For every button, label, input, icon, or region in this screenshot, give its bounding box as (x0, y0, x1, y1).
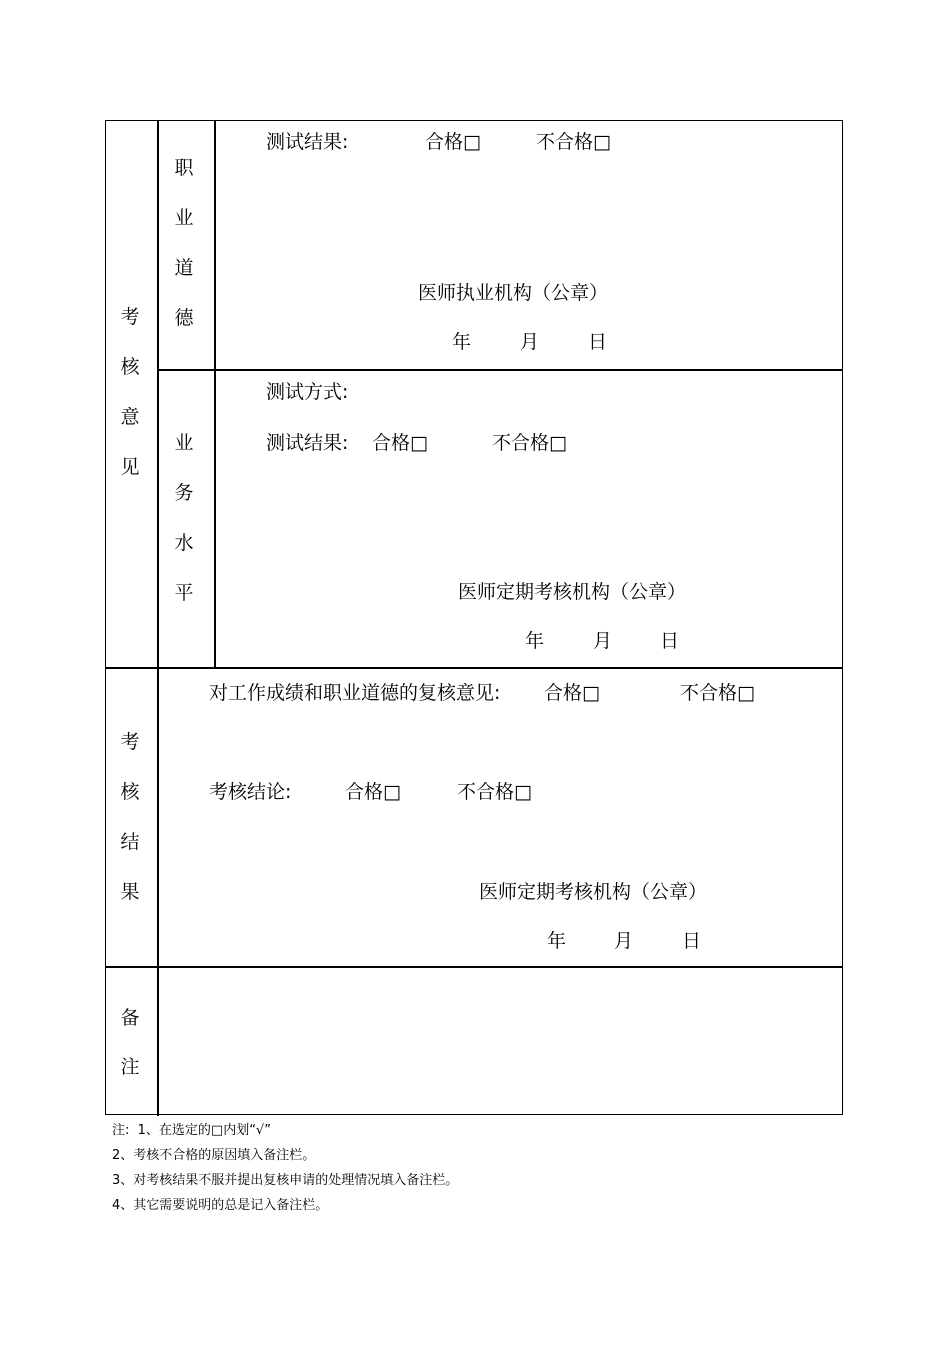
conclusion-pass-checkbox[interactable]: 合格□ (345, 781, 401, 803)
skill-date-month: 月 (593, 630, 613, 652)
label-char: 职 (174, 157, 194, 179)
result-date-day: 日 (682, 930, 702, 952)
skill-stamp-label: 医师定期考核机构（公章） (458, 581, 687, 603)
label-char: 道 (174, 257, 194, 279)
label-char: 德 (174, 307, 194, 329)
label-char: 见 (120, 456, 140, 478)
label-char: 结 (120, 831, 140, 853)
ethics-date-day: 日 (588, 331, 608, 353)
skill-method-label: 测试方式: (266, 381, 349, 403)
assessment-form (105, 120, 843, 1115)
label-char: 平 (174, 582, 194, 604)
result-date-year: 年 (547, 930, 567, 952)
divider (214, 121, 216, 667)
skill-date-day: 日 (660, 630, 680, 652)
review-pass-checkbox[interactable]: 合格□ (544, 682, 600, 704)
label-char: 果 (120, 881, 140, 903)
conclusion-label: 考核结论: (209, 781, 292, 803)
ethics-date-month: 月 (520, 331, 540, 353)
label-char: 业 (174, 432, 194, 454)
label-char: 意 (120, 406, 140, 428)
label-char: 务 (174, 482, 194, 504)
result-stamp-label: 医师定期考核机构（公章） (479, 881, 708, 903)
label-char: 核 (120, 356, 140, 378)
label-char: 核 (120, 781, 140, 803)
ethics-result-label: 测试结果: (266, 131, 349, 153)
label-char: 业 (174, 207, 194, 229)
review-fail-checkbox[interactable]: 不合格□ (680, 682, 755, 704)
skill-pass-checkbox[interactable]: 合格□ (372, 432, 428, 454)
footnote: 4、其它需要说明的总是记入备注栏。 (112, 1198, 329, 1213)
skill-result-label: 测试结果: (266, 432, 349, 454)
conclusion-fail-checkbox[interactable]: 不合格□ (457, 781, 532, 803)
footnote: 3、对考核结果不服并提出复核申请的处理情况填入备注栏。 (112, 1173, 459, 1188)
ethics-date-year: 年 (452, 331, 472, 353)
label-char: 考 (120, 306, 140, 328)
ethics-fail-checkbox[interactable]: 不合格□ (536, 131, 611, 153)
divider (106, 667, 843, 669)
divider (106, 966, 843, 968)
skill-fail-checkbox[interactable]: 不合格□ (492, 432, 567, 454)
skill-date-year: 年 (525, 630, 545, 652)
footnotes (112, 1124, 458, 1224)
ethics-pass-checkbox[interactable]: 合格□ (425, 131, 481, 153)
review-opinion-label: 对工作成绩和职业道德的复核意见: (209, 682, 501, 704)
footnote: 注: 1、在选定的□内划“√” (112, 1123, 271, 1138)
remarks-field[interactable] (171, 981, 831, 1101)
divider (157, 369, 843, 371)
label-char: 备 (120, 1007, 140, 1029)
footnote: 2、考核不合格的原因填入备注栏。 (112, 1148, 316, 1163)
ethics-stamp-label: 医师执业机构（公章） (418, 282, 609, 304)
label-char: 水 (174, 532, 194, 554)
result-date-month: 月 (614, 930, 634, 952)
label-char: 注 (120, 1056, 140, 1078)
label-char: 考 (120, 731, 140, 753)
